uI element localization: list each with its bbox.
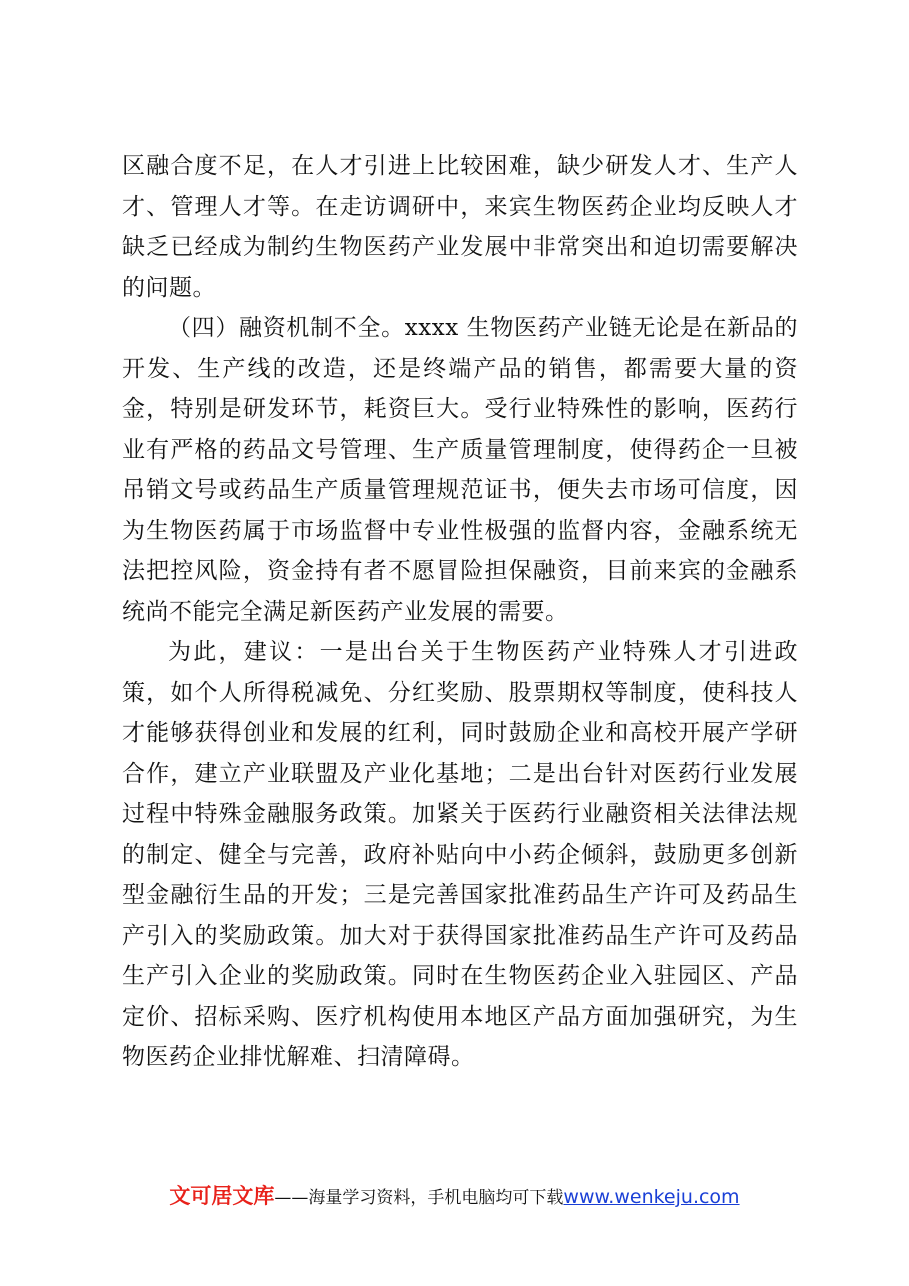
footer-banner <box>0 1180 909 1210</box>
footer-dash: —— <box>274 1188 309 1208</box>
footer-brand: 文可居文库 <box>169 1184 275 1208</box>
paragraph-continuation: 区融合度不足，在人才引进上比较困难，缺少研发人才、生产人才、管理人才等。在走访调研中，来宾生物医药企业均反映人才缺乏已经成为制约生物医药产业发展中非常突出和迫切需要解决的问题。 <box>122 153 798 301</box>
footer-website-link[interactable]: www.wenkeju.com <box>563 1186 740 1208</box>
paragraph-financing-mechanism: （四）融资机制不全。xxxx 生物医药产业链无论是在新品的开发、生产线的改造，还是终端产品的销售，都需要大量的资金，特别是研发环节，耗资巨大。受行业特殊性的影响，医药行业有严格的药品文号管理、生产质量管理制度，使得药企一旦被吊销文号或药品生产质量管理规范证书，便失去市场可信度，因为生物医药属于市场监督中专业性极强的监督内容，金融系统无法把控风险，资金持有者不愿冒险担保融资，目前来宾的金融系统尚不能完全满足新医药产业发展的需要。 <box>122 315 798 625</box>
document-body <box>122 146 798 1078</box>
footer-slogan: 海量学习资料，手机电脑均可下载 <box>308 1188 564 1208</box>
paragraph-suggestions: 为此，建议：一是出台关于生物医药产业特殊人才引进政策，如个人所得税减免、分红奖励、股票期权等制度，使科技人才能够获得创业和发展的红利，同时鼓励企业和高校开展产学研合作，建立产业联盟及产业化基地；二是出台针对医药行业发展过程中特殊金融服务政策。加紧关于医药行业融资相关法律法规的制定、健全与完善，政府补贴向中小药企倾斜，鼓励更多创新型金融衍生品的开发；三是完善国家批准药品生产许可及药品生产引入的奖励政策。加大对于获得国家批准药品生产许可及药品生产引入企业的奖励政策。同时在生物医药企业入驻园区、产品定价、招标采购、医疗机构使用本地区产品方面加强研究，为生物医药企业排忧解难、扫清障碍。 <box>122 639 798 1070</box>
